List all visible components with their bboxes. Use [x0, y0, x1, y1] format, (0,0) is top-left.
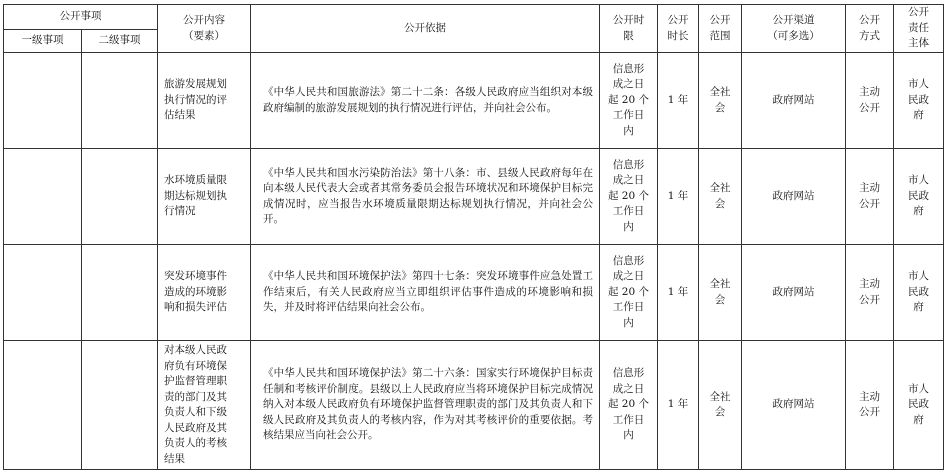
- cell-subject: [894, 341, 944, 470]
- cell-content-text: 对本级人民政 府负有环境保 护监督管理职 责的部门及其 负责人和下级 人民政府及其 负责人的考核 结果: [164, 344, 227, 465]
- cell-content: [158, 341, 251, 470]
- cell-subject-text: 市人 民政 府: [908, 174, 929, 218]
- cell-basis: [251, 149, 600, 245]
- cell-basis: [251, 341, 600, 470]
- cell-duration: [658, 245, 699, 341]
- disclosure-table: [3, 4, 944, 470]
- cell-level2: [82, 149, 158, 245]
- cell-method: [846, 149, 894, 245]
- cell-scope: [699, 245, 742, 341]
- cell-scope: [699, 53, 742, 149]
- header-basis: 公开依据: [251, 5, 600, 53]
- cell-level1: [4, 53, 82, 149]
- cell-time-limit-text: 信息形 成之日 起 20 个 工作日 内: [607, 367, 650, 442]
- cell-method: [846, 53, 894, 149]
- cell-duration-text: 1 年: [667, 285, 689, 298]
- cell-time-limit-text: 信息形 成之日 起 20 个 工作日 内: [607, 62, 650, 137]
- cell-duration-text: 1 年: [667, 189, 689, 202]
- cell-level1: [4, 341, 82, 470]
- cell-basis-text: 《中华人民共和国环境保护法》第二十六条：国家实行环境保护目标责任制和考核评价制度。县级以上人民政府应当将环境保护目标完成情况纳入对本级人民政府负有环境保护监督管理职责的部门及其负责人和下级人民政府及其负责人的考核内容，作为对其考核评价的重要依据。考核结果应当向社会公开。: [263, 367, 593, 442]
- header-subject: 公开 责任 主体: [894, 5, 944, 53]
- cell-subject: [894, 245, 944, 341]
- cell-scope-text: 全社 会: [709, 390, 731, 418]
- cell-method-text: 主动 公开: [859, 278, 880, 306]
- cell-scope-text: 全社 会: [709, 278, 731, 306]
- cell-content: [158, 149, 251, 245]
- cell-subject: [894, 53, 944, 149]
- cell-scope-text: 全社 会: [709, 86, 731, 114]
- cell-content-text: 突发环境事件 造成的环境影 响和损失评估: [164, 270, 227, 314]
- cell-duration-text: 1 年: [667, 93, 689, 106]
- header-level2: 二级事项: [82, 30, 158, 53]
- cell-level2: [82, 245, 158, 341]
- header-time-limit: 公开时 限: [600, 5, 658, 53]
- cell-method: [846, 245, 894, 341]
- cell-content-text: 水环境质量限 期达标规划执 行情况: [164, 174, 227, 218]
- cell-channel-text: 政府网站: [772, 285, 815, 298]
- table-row: [4, 149, 944, 245]
- cell-time-limit: [600, 341, 658, 470]
- cell-content: [158, 53, 251, 149]
- header-content: 公开内容 （要素）: [158, 5, 251, 53]
- header-channel: 公开渠道 （可多选）: [742, 5, 846, 53]
- table-row: [4, 341, 944, 470]
- table-row: [4, 53, 944, 149]
- cell-channel: [742, 53, 846, 149]
- cell-scope-text: 全社 会: [709, 182, 731, 210]
- cell-level2: [82, 341, 158, 470]
- cell-basis: [251, 53, 600, 149]
- cell-method-text: 主动 公开: [859, 86, 880, 114]
- cell-subject: [894, 149, 944, 245]
- cell-time-limit: [600, 245, 658, 341]
- cell-basis-text: 《中华人民共和国旅游法》第二十二条：各级人民政府应当组织对本级政府编制的旅游发展规划的执行情况进行评估，并向社会公布。: [263, 86, 593, 114]
- cell-content-text: 旅游发展规划 执行情况的评 估结果: [164, 78, 227, 122]
- cell-basis-text: 《中华人民共和国水污染防治法》第十八条：市、县级人民政府每年在向本级人民代表大会或者其常务委员会报告环境状况和环境保护目标完成情况时，应当报告水环境质量限期达标规划执行情况，并向社会公开。: [263, 166, 593, 225]
- cell-scope: [699, 341, 742, 470]
- cell-subject-text: 市人 民政 府: [908, 270, 929, 314]
- header-public-items: 公开事项: [4, 5, 158, 30]
- cell-channel: [742, 341, 846, 470]
- cell-duration: [658, 341, 699, 470]
- cell-channel-text: 政府网站: [772, 189, 815, 202]
- cell-channel-text: 政府网站: [772, 93, 815, 106]
- cell-time-limit-text: 信息形 成之日 起 20 个 工作日 内: [607, 254, 650, 329]
- cell-scope: [699, 149, 742, 245]
- cell-basis: [251, 245, 600, 341]
- cell-level2: [82, 53, 158, 149]
- cell-time-limit: [600, 53, 658, 149]
- cell-method-text: 主动 公开: [859, 390, 880, 418]
- cell-duration-text: 1 年: [667, 398, 689, 411]
- cell-time-limit-text: 信息形 成之日 起 20 个 工作日 内: [607, 158, 650, 233]
- cell-channel: [742, 245, 846, 341]
- cell-channel: [742, 149, 846, 245]
- cell-method: [846, 341, 894, 470]
- header-duration: 公开 时长: [658, 5, 699, 53]
- header-method: 公开 方式: [846, 5, 894, 53]
- header-scope: 公开 范围: [699, 5, 742, 53]
- cell-method-text: 主动 公开: [859, 182, 880, 210]
- cell-level1: [4, 149, 82, 245]
- cell-basis-text: 《中华人民共和国环境保护法》第四十七条：突发环境事件应急处置工作结束后，有关人民政府应当立即组织评估事件造成的环境影响和损失，并及时将评估结果向社会公布。: [263, 270, 593, 314]
- table-row: [4, 245, 944, 341]
- cell-subject-text: 市人 民政 府: [908, 382, 929, 426]
- cell-subject-text: 市人 民政 府: [908, 78, 929, 122]
- cell-duration: [658, 149, 699, 245]
- header-level1: 一级事项: [4, 30, 82, 53]
- cell-channel-text: 政府网站: [772, 398, 815, 411]
- cell-content: [158, 245, 251, 341]
- cell-level1: [4, 245, 82, 341]
- cell-time-limit: [600, 149, 658, 245]
- cell-duration: [658, 53, 699, 149]
